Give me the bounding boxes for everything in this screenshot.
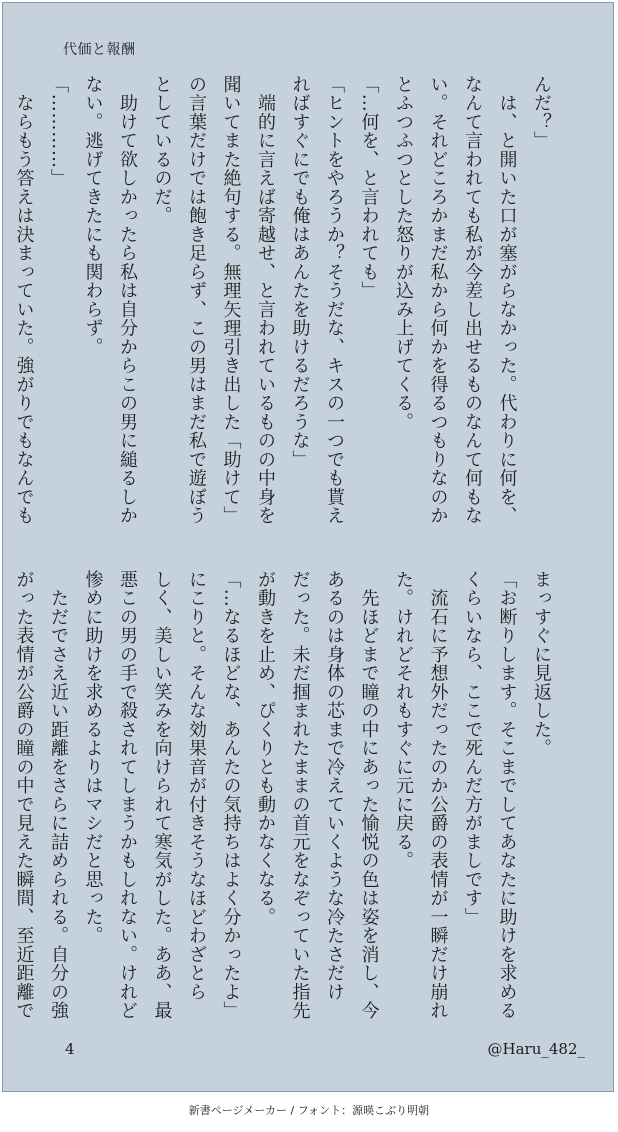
author-handle: @Haru_482_ [487, 1040, 585, 1058]
text-line: あるのは身体の芯まで冷えていくような冷たさだけ [324, 570, 345, 1002]
text-line: の言葉だけでは飽き足らず、この男はまだ私で遊ぼう [186, 75, 207, 525]
text-line: ない。逃げてきたにも関わらず。 [82, 75, 104, 357]
book-page [2, 2, 614, 1092]
text-line: なんて言われても私が今差し出せるものなんて何もな [462, 75, 483, 525]
text-line: た。けれどそれもすぐに元に戻る。 [393, 570, 414, 870]
lower-text-column [13, 570, 558, 1020]
text-line: が動きを止め、ぴくりとも動かなくなる。 [255, 570, 276, 927]
page-title: 代価と報酬 [63, 42, 136, 58]
text-line: は、と開いた口が塞がらなかった。代わりに何を、 [496, 75, 518, 525]
generator-credit: 新書ページメーカー / フォント：源暎こぶり明朝 [188, 1104, 430, 1117]
text-line: ただでさえ近い距離をさらに詰められる。自分の強 [48, 570, 69, 1020]
text-line: 助けて欲しかったら私は自分からこの男に縋るしか [117, 75, 138, 525]
text-line: 悪この男の手で殺されてしまうかもしれない。けれど [117, 570, 138, 1020]
text-line: まっすぐに見返した。 [531, 570, 552, 758]
text-line: がった表情が公爵の瞳の中で見えた瞬間、至近距離で [13, 570, 35, 1020]
text-line: しく、美しい笑みを向けられて寒気がした。ああ、最 [151, 570, 173, 1020]
text-line: 「ヒントをやろうか？そうだな、キスの一つでも貰え [324, 75, 345, 525]
text-line: 「お断りします。そこまでしてあなたに助けを求める [496, 570, 518, 1020]
text-line: とふつふつとした怒りが込み上げてくる。 [393, 75, 414, 432]
text-line: くらいなら、ここで死んだ方がましです」 [462, 570, 483, 927]
text-line [0, 75, 6, 555]
text-line: 先ほどまで瞳の中にあった愉悦の色は姿を消し、今 [358, 570, 380, 1020]
text-line: 端的に言えば寄越せ、と言われているものの中身を [255, 75, 276, 525]
text-line: 流石に予想外だったのか公爵の表情が一瞬だけ崩れ [427, 570, 449, 1020]
text-line: ならもう答えは決まっていた。強がりでもなんでも [13, 75, 35, 525]
text-line: んだ？」 [531, 75, 552, 150]
text-line: い。それどころかまだ私から何かを得るつもりなのか [427, 75, 449, 525]
text-line: だった。未だ掴まれたままの首元をなぞっていた指先 [289, 570, 311, 1020]
text-line: 「…なるほどな、あんたの気持ちはよく分かったよ」 [220, 570, 242, 1020]
text-line: としているのだ。 [151, 75, 173, 225]
text-line: 「…………」 [48, 75, 69, 188]
text-line: ればすぐにでも俺はあんたを助けるだろうな」 [289, 75, 311, 469]
text-line: 「…何を、と言われても」 [358, 75, 380, 300]
text-line: 聞いてまた絶句する。無理矢理引き出した「助けて」 [220, 75, 242, 525]
text-line: 惨めに助けを求めるよりはマシだと思った。 [82, 570, 104, 945]
upper-text-column [13, 75, 558, 555]
page-number: 4 [65, 1040, 75, 1058]
text-line: にこりと。そんな効果音が付きそうなほどわざとら [186, 570, 207, 1002]
